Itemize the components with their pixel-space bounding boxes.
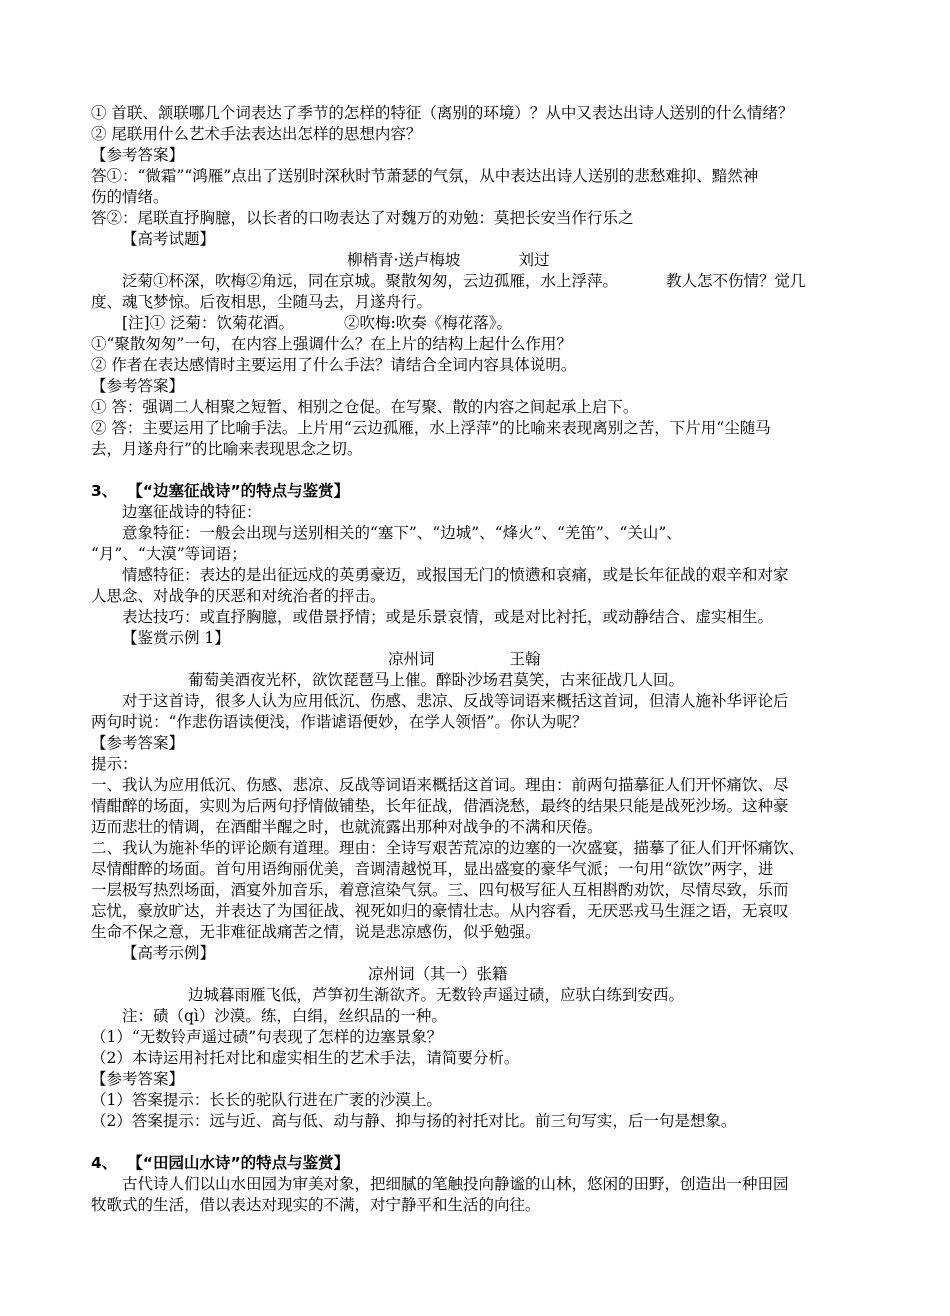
poem-line-2: 度、魂飞梦惊。后夜相思，尘随马去，月遂舟行。 [91, 293, 433, 311]
question-2: ② 尾联用什么艺术手法表达出怎样的思想内容？ [91, 125, 422, 143]
answer-1: 答①：“微霜”“鸿雁”点出了送别时深秋时节萧瑟的气氛，从中表达出诗人送别的悲愁难抑、黯然神 [91, 167, 759, 185]
poem-line-1b: 教人怎不伤情？觉几 [666, 272, 806, 290]
exam-answer-2-cont: 去，月遂舟行”的比喻来表现思念之切。 [91, 440, 363, 458]
poem-line-1a: 泛菊①杯深，吹梅②角远，同在京城。聚散匆匆，云边孤雁，水上浮萍。 [122, 272, 619, 290]
exam-example-q1: （1）“无数铃声遥过碛”句表现了怎样的边塞景象？ [91, 1028, 443, 1046]
pastoral-intro-cont: 牧歌式的生活，借以表达对现实的不满，对宁静平和生活的向往。 [91, 1196, 541, 1214]
exam-example-answer-heading: 【参考答案】 [91, 1070, 185, 1088]
exam-question-1: ①“聚散匆匆”一句，在内容上强调什么？在上片的结构上起什么作用？ [91, 335, 572, 353]
section-3-title: 【“边塞征战诗”的特点与鉴赏】 [127, 482, 350, 500]
exam-question-2: ② 作者在表达感情时主要运用了什么手法？请结合全词内容具体说明。 [91, 356, 577, 374]
answer-heading: 【参考答案】 [91, 146, 185, 164]
expression-techniques: 表达技巧：或直抒胸臆，或借景抒情；或是乐景哀情，或是对比衬托，或动静结合、虚实相生。 [122, 608, 774, 626]
exam-heading: 【高考试题】 [122, 230, 216, 248]
poem-notes [122, 313, 881, 334]
example-1-title [388, 649, 788, 670]
view-2-cont-a: 尽情酣醉的场面。首句用语绚丽优美，音调清越悦耳，显出盛宴的豪华气派；一句用“欲饮”两字，进 [91, 860, 774, 878]
emotion-features-cont: 人思念、对战争的厌恶和对统治者的抨击。 [91, 587, 386, 605]
example-1-prompt-cont: 两句时说：“作悲伤语读便浅，作谐谑语便妙，在学人领悟”。你认为呢？ [91, 713, 588, 731]
imagery-features-cont: “月”、“大漠”等词语； [91, 545, 247, 563]
poem-line-1 [122, 271, 881, 292]
note-2: ②吹梅:吹奏《梅花落》。 [344, 314, 513, 332]
section-4-heading [91, 1153, 881, 1174]
pastoral-intro: 古代诗人们以山水田园为审美对象，把细腻的笔触投向静谧的山林，悠闲的田野，创造出一种田园 [122, 1175, 789, 1193]
example-1-prompt: 对于这首诗，很多人认为应用低沉、伤感、悲凉、反战等词语来概括这首词，但清人施补华评论后 [122, 692, 789, 710]
view-2: 二、我认为施补华的评论颇有道理。理由：全诗写艰苦荒凉的边塞的一次盛宴，描摹了征人们开怀痛饮、 [91, 839, 805, 857]
emotion-features: 情感特征：表达的是出征远戍的英勇豪迈，或报国无门的愤懑和哀痛，或是长年征战的艰辛和对家 [122, 566, 789, 584]
exam-answer-heading: 【参考答案】 [91, 377, 185, 395]
poem-title-text: 柳梢青·送卢梅坡 [347, 251, 461, 269]
poem-title [347, 250, 747, 271]
view-2-cont-b: 一层极写热烈场面，酒宴外加音乐，着意渲染气氛。三、四句极写征人互相斟酌劝饮，尽情尽致，乐而 [91, 881, 789, 899]
question-1: ① 首联、颔联哪几个词表达了季节的怎样的特征（离别的环境）？从中又表达出诗人送别的什么情绪？ [91, 104, 794, 122]
example-1-answer-heading: 【参考答案】 [91, 734, 185, 752]
exam-example-q2: （2）本诗运用衬托对比和虚实相生的艺术手法，请简要分析。 [91, 1049, 520, 1067]
exam-answer-1: ① 答：强调二人相聚之短暂、相别之仓促。在写聚、散的内容之间起承上启下。 [91, 398, 639, 416]
view-1: 一、我认为应用低沉、伤感、悲凉、反战等词语来概括这首词。理由：前两句描摹征人们开怀痛饮、尽 [91, 776, 789, 794]
example-1-heading: 【鉴赏示例 1】 [122, 629, 230, 647]
section-4-title: 【“田园山水诗”的特点与鉴赏】 [127, 1154, 350, 1172]
exam-example-a1: （1）答案提示：长长的驼队行进在广袤的沙漠上。 [91, 1091, 442, 1109]
exam-example-poem: 边城暮雨雁飞低，芦笋初生渐欲齐。无数铃声遥过碛，应驮白练到安西。 [188, 986, 685, 1004]
section-4-number: 4、 [91, 1154, 118, 1172]
example-1-author: 王翰 [509, 650, 541, 668]
example-1-poem-text: 葡萄美酒夜光杯，欲饮琵琶马上催。醉卧沙场君莫笑，古来征战几人回。 [188, 671, 685, 689]
view-1-cont-a: 情酣醉的场面，实则为后两句抒情做铺垫，长年征战，借酒浇愁，最终的结果只能是战死沙场。这种豪 [91, 797, 789, 815]
exam-example-heading: 【高考示例】 [122, 944, 216, 962]
view-2-cont-c: 忘忧，豪放旷达，并表达了为国征战、视死如归的豪情壮志。从内容看，无厌恶戎马生涯之语，无哀叹 [91, 902, 789, 920]
frontier-features: 边塞征战诗的特征： [122, 503, 262, 521]
answer-2: 答②：尾联直抒胸臆，以长者的口吻表达了对魏万的劝勉：莫把长安当作行乐之 [91, 209, 634, 227]
view-1-cont-b: 迈而悲壮的情调，在酒酣半醒之时，也就流露出那种对战争的不满和厌倦。 [91, 818, 603, 836]
view-2-cont-d: 生命不保之意，无非难征战痛苦之情，说是悲凉感伤，似乎勉强。 [91, 923, 541, 941]
poem-author: 刘过 [518, 251, 550, 269]
exam-example-title: 凉州词（其一）张籍 [368, 965, 508, 983]
exam-answer-2: ② 答：主要运用了比喻手法。上片用“云边孤雁，水上浮萍”的比喻来表现离别之苦，下片用“尘随马 [91, 419, 771, 437]
exam-example-note: 注：碛（qì）沙漠。练，白绢，丝织品的一种。 [122, 1007, 447, 1025]
answer-1-cont: 伤的情绪。 [91, 188, 169, 206]
exam-example-a2: （2）答案提示：远与近、高与低、动与静、抑与扬的衬托对比。前三句写实，后一句是想象。 [91, 1112, 737, 1130]
section-3-heading [91, 481, 881, 502]
example-1-hint: 提示： [91, 755, 138, 773]
note-1: [注]① 泛菊：饮菊花酒。 [122, 314, 295, 332]
section-3-number: 3、 [91, 482, 118, 500]
example-1-poem: 凉州词 [388, 650, 435, 668]
imagery-features: 意象特征：一般会出现与送别相关的“塞下”、“边城”、“烽火”、“羌笛”、“关山”、 [122, 524, 682, 542]
